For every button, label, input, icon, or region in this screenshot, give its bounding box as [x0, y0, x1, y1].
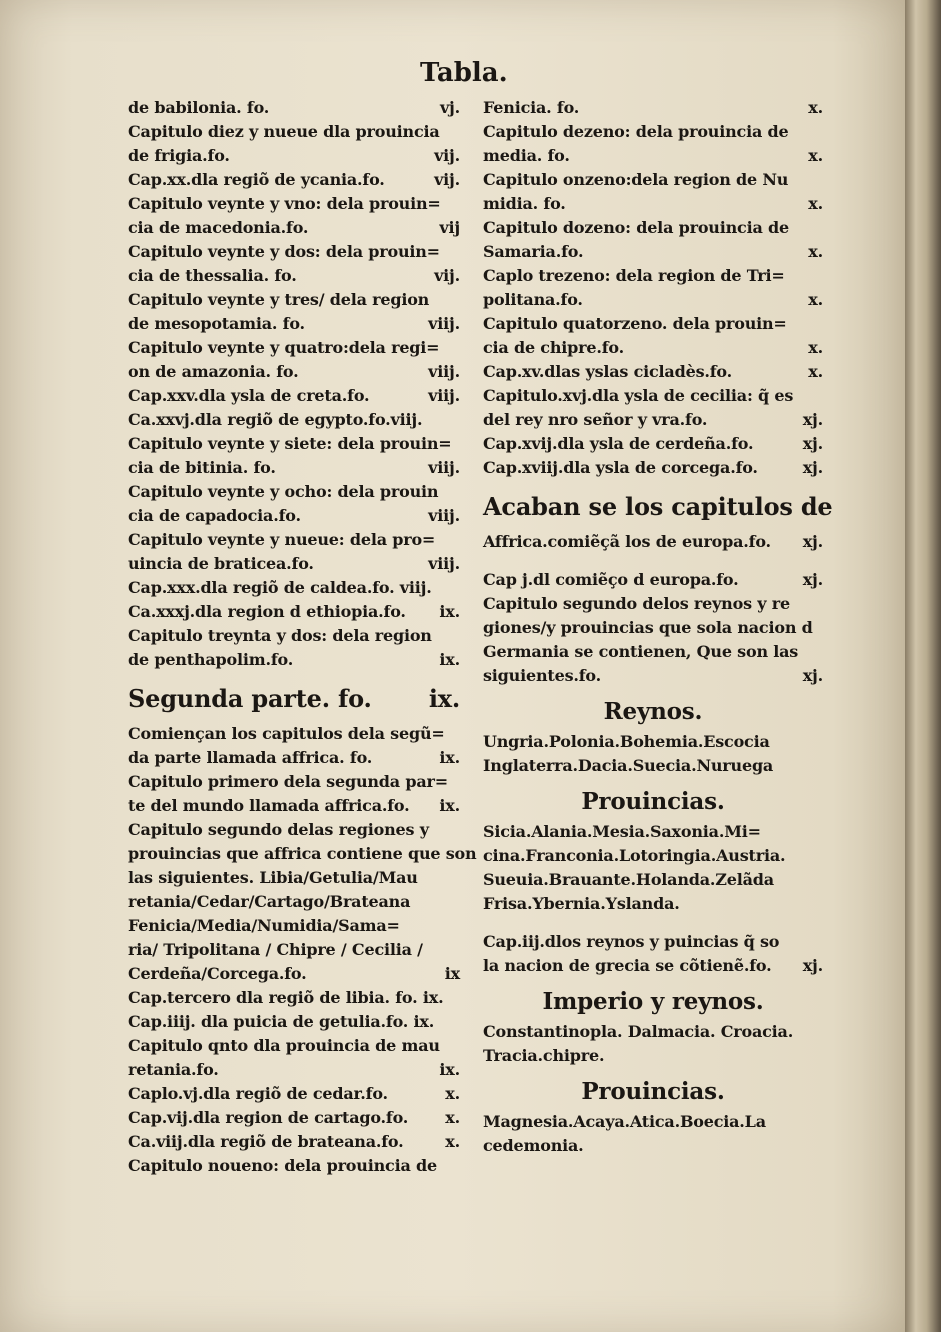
- folio-number: ix.: [439, 650, 460, 669]
- toc-entry: [128, 192, 460, 216]
- toc-entry-text: on de amazonia. fo.: [128, 362, 299, 381]
- toc-entry-text: Germania se contienen, Que son las: [483, 642, 799, 661]
- toc-entry-text: Capitulo dozeno: dela prouincia de: [483, 218, 789, 237]
- toc-entry: [483, 1076, 823, 1108]
- folio-number: xj.: [802, 434, 823, 453]
- toc-entry-text: Sicia.Alania.Mesia.Saxonia.Mi=: [483, 822, 761, 841]
- toc-entry: [483, 168, 823, 192]
- toc-entry: [128, 96, 460, 120]
- toc-entry-text: cia de chipre.fo.: [483, 338, 624, 357]
- folio-number: ix: [444, 964, 460, 983]
- folio-number: x.: [808, 194, 823, 213]
- toc-entry: [128, 432, 460, 456]
- toc-entry-text: Capitulo noueno: dela prouincia de: [128, 1156, 437, 1175]
- toc-entry: [128, 794, 460, 818]
- toc-entry: [128, 682, 460, 716]
- toc-entry-text: Cap.iij.dlos reynos y puincias q̃ so: [483, 932, 780, 951]
- toc-entry-text: midia. fo.: [483, 194, 566, 213]
- toc-entry-text: Capitulo qnto dla prouincia de mau: [128, 1036, 440, 1055]
- toc-entry: [128, 938, 460, 962]
- toc-entry-text: Capitulo veynte y nueue: dela pro=: [128, 530, 436, 549]
- toc-entry-text: Prouincias.: [581, 1078, 725, 1105]
- toc-entry-text: Reynos.: [603, 698, 703, 725]
- toc-entry: [128, 216, 460, 240]
- toc-entry: [128, 168, 460, 192]
- toc-entry-text: Capitulo segundo delas regiones y: [128, 820, 429, 839]
- toc-entry: [128, 986, 460, 1010]
- folio-number: viij.: [428, 458, 460, 477]
- toc-entry-text: siguientes.fo.: [483, 666, 601, 685]
- toc-entry: [483, 192, 823, 216]
- folio-number: xj.: [802, 458, 823, 477]
- toc-entry: [483, 240, 823, 264]
- toc-entry: [483, 1044, 823, 1068]
- toc-entry-text: giones/y prouincias que sola nacion d: [483, 618, 813, 637]
- toc-entry: [483, 1110, 823, 1134]
- toc-entry: [483, 592, 823, 616]
- folio-number: ix.: [439, 796, 460, 815]
- toc-entry: [128, 914, 460, 938]
- folio-number: xj.: [802, 532, 823, 551]
- toc-entry-text: de mesopotamia. fo.: [128, 314, 305, 333]
- folio-number: xj.: [802, 410, 823, 429]
- folio-number: x.: [808, 146, 823, 165]
- toc-entry-text: Cap.vij.dla region de cartago.fo.: [128, 1108, 409, 1127]
- toc-entry-text: Caplo.vj.dla regiõ de cedar.fo.: [128, 1084, 388, 1103]
- toc-entry: [128, 528, 460, 552]
- toc-entry: [128, 360, 460, 384]
- toc-entry: [128, 1130, 460, 1154]
- toc-entry-text: Comiençan los capitulos dela segũ=: [128, 724, 445, 743]
- toc-entry-text: Frisa.Ybernia.Yslanda.: [483, 894, 680, 913]
- toc-entry: [483, 892, 823, 916]
- folio-number: x.: [445, 1084, 460, 1103]
- page-title: Tabla.: [420, 58, 508, 88]
- toc-entry: [128, 1034, 460, 1058]
- toc-entry: [128, 1058, 460, 1082]
- folio-number: ix.: [439, 1060, 460, 1079]
- toc-entry-text: Magnesia.Acaya.Atica.Boecia.La: [483, 1112, 766, 1131]
- toc-entry: [483, 408, 823, 432]
- toc-entry-text: Capitulo veynte y ocho: dela prouin: [128, 482, 439, 501]
- toc-entry-text: da parte llamada affrica. fo.: [128, 748, 373, 767]
- toc-entry: [483, 264, 823, 288]
- toc-entry: [128, 552, 460, 576]
- toc-entry: [128, 1010, 460, 1034]
- toc-entry-text: Cap.iiij. dla puicia de getulia.fo. ix.: [128, 1012, 435, 1031]
- toc-entry-text: uincia de braticea.fo.: [128, 554, 314, 573]
- toc-entry-text: Cap.xviij.dla ysla de corcega.fo.: [483, 458, 758, 477]
- toc-entry: [128, 288, 460, 312]
- toc-entry: [128, 384, 460, 408]
- right-column: [483, 96, 833, 1158]
- toc-entry: [483, 144, 823, 168]
- toc-entry-text: Acaban se los capitulos de: [483, 492, 833, 521]
- toc-entry-text: Constantinopla. Dalmacia. Croacia.: [483, 1022, 794, 1041]
- toc-entry-text: te del mundo llamada affrica.fo.: [128, 796, 410, 815]
- toc-entry: [483, 216, 823, 240]
- toc-entry: [128, 600, 460, 624]
- toc-entry-text: cia de bitinia. fo.: [128, 458, 276, 477]
- toc-entry-text: Cap.xv.dlas yslas cicladès.fo.: [483, 362, 732, 381]
- toc-entry: [128, 456, 460, 480]
- folio-number: vij.: [434, 146, 460, 165]
- folio-number: viij.: [428, 506, 460, 525]
- toc-entry: [128, 240, 460, 264]
- toc-entry-text: Samaria.fo.: [483, 242, 584, 261]
- toc-entry-text: cedemonia.: [483, 1136, 584, 1155]
- toc-entry-text: Ca.viij.dla regiõ de brateana.fo.: [128, 1132, 404, 1151]
- toc-entry: [128, 120, 460, 144]
- toc-entry-text: del rey nro señor y vra.fo.: [483, 410, 708, 429]
- folio-number: x.: [808, 362, 823, 381]
- toc-entry-text: Capitulo veynte y quatro:dela regi=: [128, 338, 440, 357]
- toc-entry-text: la nacion de grecia se cõtienẽ.fo.: [483, 956, 772, 975]
- toc-entry: [483, 312, 823, 336]
- toc-entry: [483, 490, 833, 524]
- toc-entry: [483, 568, 823, 592]
- folio-number: xj.: [802, 570, 823, 589]
- toc-entry-text: Capitulo treynta y dos: dela region: [128, 626, 432, 645]
- toc-entry: [128, 648, 460, 672]
- toc-entry-text: Ca.xxvj.dla regiõ de egypto.fo.viij.: [128, 410, 423, 429]
- toc-entry: [483, 868, 823, 892]
- toc-entry: [483, 530, 823, 554]
- toc-entry-text: Capitulo quatorzeno. dela prouin=: [483, 314, 787, 333]
- toc-entry: [483, 986, 823, 1018]
- toc-entry-text: Caplo trezeno: dela region de Tri=: [483, 266, 785, 285]
- toc-entry: [483, 1134, 823, 1158]
- toc-entry: [483, 432, 823, 456]
- toc-entry: [128, 866, 460, 890]
- toc-entry: [128, 1154, 460, 1178]
- toc-entry-text: Ungria.Polonia.Bohemia.Escocia: [483, 732, 770, 751]
- folio-number: viij.: [428, 386, 460, 405]
- toc-entry-text: Capitulo veynte y siete: dela prouin=: [128, 434, 452, 453]
- toc-entry-text: retania/Cedar/Cartago/Brateana: [128, 892, 411, 911]
- toc-entry-text: cia de capadocia.fo.: [128, 506, 301, 525]
- folio-number: xj.: [802, 666, 823, 685]
- folio-number: viij.: [428, 314, 460, 333]
- folio-number: ix.: [428, 684, 460, 713]
- folio-number: viij.: [428, 362, 460, 381]
- toc-entry-text: Inglaterra.Dacia.Suecia.Nuruega: [483, 756, 774, 775]
- folio-number: x.: [808, 338, 823, 357]
- toc-entry: [483, 954, 823, 978]
- toc-entry: [128, 1106, 460, 1130]
- toc-entry: [483, 120, 823, 144]
- toc-entry-text: Cap.xxv.dla ysla de creta.fo.: [128, 386, 370, 405]
- toc-entry-text: media. fo.: [483, 146, 570, 165]
- toc-entry-text: Fenicia/Media/Numidia/Sama=: [128, 916, 400, 935]
- folio-number: x.: [808, 98, 823, 117]
- toc-entry: [483, 696, 823, 728]
- toc-entry-text: Cerdeña/Corcega.fo.: [128, 964, 307, 983]
- toc-entry: [128, 504, 460, 528]
- toc-entry-text: Prouincias.: [581, 788, 725, 815]
- toc-entry-text: de frigia.fo.: [128, 146, 230, 165]
- toc-entry-text: cina.Franconia.Lotoringia.Austria.: [483, 846, 786, 865]
- folio-number: vij: [439, 218, 460, 237]
- toc-entry-text: Capitulo veynte y tres/ dela region: [128, 290, 430, 309]
- toc-entry-text: Imperio y reynos.: [542, 988, 764, 1015]
- toc-entry-text: Capitulo veynte y dos: dela prouin=: [128, 242, 440, 261]
- toc-entry-text: Segunda parte. fo.: [128, 684, 372, 713]
- toc-entry: [483, 754, 823, 778]
- toc-entry-text: Cap.xxx.dla regiõ de caldea.fo. viij.: [128, 578, 432, 597]
- folio-number: xj.: [802, 956, 823, 975]
- folio-number: x.: [808, 242, 823, 261]
- toc-entry-text: retania.fo.: [128, 1060, 219, 1079]
- toc-entry-text: las siguientes. Libia/Getulia/Mau: [128, 868, 418, 887]
- toc-entry: [128, 722, 460, 746]
- toc-entry: [483, 1020, 823, 1044]
- toc-entry: [128, 144, 460, 168]
- toc-entry: [483, 616, 823, 640]
- toc-entry-text: Cap.xvij.dla ysla de cerdeña.fo.: [483, 434, 754, 453]
- toc-entry-text: Capitulo primero dela segunda par=: [128, 772, 448, 791]
- toc-entry: [128, 746, 460, 770]
- folio-number: x.: [445, 1132, 460, 1151]
- folio-number: ix.: [439, 602, 460, 621]
- folio-number: vj.: [439, 98, 460, 117]
- toc-entry: [128, 818, 460, 842]
- toc-entry: [483, 384, 823, 408]
- toc-entry-text: de penthapolim.fo.: [128, 650, 294, 669]
- toc-entry-text: ria/ Tripolitana / Chipre / Cecilia /: [128, 940, 423, 959]
- toc-entry: [483, 930, 823, 954]
- toc-entry-text: Cap.tercero dla regiõ de libia. fo. ix.: [128, 988, 444, 1007]
- toc-entry-text: Affrica.comiẽçã los de europa.fo.: [483, 532, 771, 551]
- toc-entry-text: cia de thessalia. fo.: [128, 266, 297, 285]
- toc-entry-text: Capitulo.xvj.dla ysla de cecilia: q̃ es: [483, 386, 794, 405]
- toc-entry: [483, 820, 823, 844]
- toc-entry-text: Capitulo diez y nueue dla prouincia: [128, 122, 440, 141]
- toc-entry: [483, 288, 823, 312]
- folio-number: ix.: [439, 748, 460, 767]
- folio-number: viij.: [428, 554, 460, 573]
- toc-entry: [483, 336, 823, 360]
- toc-entry: [483, 664, 823, 688]
- toc-entry-text: Capitulo onzeno:dela region de Nu: [483, 170, 789, 189]
- toc-entry: [483, 456, 823, 480]
- toc-entry: [128, 312, 460, 336]
- toc-entry: [128, 1082, 460, 1106]
- toc-entry: [483, 786, 823, 818]
- folio-number: vij.: [434, 170, 460, 189]
- toc-entry-text: Fenicia. fo.: [483, 98, 580, 117]
- toc-entry: [128, 962, 460, 986]
- toc-entry-text: cia de macedonia.fo.: [128, 218, 309, 237]
- left-column: [128, 96, 477, 1178]
- toc-entry: [483, 844, 823, 868]
- folio-number: vij.: [434, 266, 460, 285]
- toc-entry: [128, 264, 460, 288]
- toc-entry-text: Ca.xxxj.dla region d ethiopia.fo.: [128, 602, 406, 621]
- folio-number: x.: [445, 1108, 460, 1127]
- toc-entry-text: Cap j.dl comiẽço d europa.fo.: [483, 570, 739, 589]
- toc-entry-text: politana.fo.: [483, 290, 583, 309]
- toc-entry: [128, 480, 460, 504]
- toc-entry: [128, 842, 477, 866]
- toc-entry: [128, 624, 460, 648]
- toc-entry-text: Capitulo veynte y vno: dela prouin=: [128, 194, 441, 213]
- toc-entry: [128, 408, 460, 432]
- toc-entry-text: Capitulo segundo delos reynos y re: [483, 594, 790, 613]
- toc-entry: [483, 96, 823, 120]
- folio-number: x.: [808, 290, 823, 309]
- toc-entry-text: prouincias que affrica contiene que son: [128, 844, 477, 863]
- toc-entry: [128, 770, 460, 794]
- toc-entry-text: Tracia.chipre.: [483, 1046, 605, 1065]
- toc-entry-text: Sueuia.Brauante.Holanda.Zelãda: [483, 870, 774, 889]
- toc-entry-text: de babilonia. fo.: [128, 98, 270, 117]
- toc-entry: [483, 640, 823, 664]
- toc-entry: [128, 890, 460, 914]
- toc-entry: [483, 730, 823, 754]
- toc-entry: [128, 576, 460, 600]
- toc-entry-text: Capitulo dezeno: dela prouincia de: [483, 122, 789, 141]
- toc-entry: [128, 336, 460, 360]
- toc-entry-text: Cap.xx.dla regiõ de ycania.fo.: [128, 170, 385, 189]
- page-edge: [905, 0, 941, 1332]
- toc-entry: [483, 360, 823, 384]
